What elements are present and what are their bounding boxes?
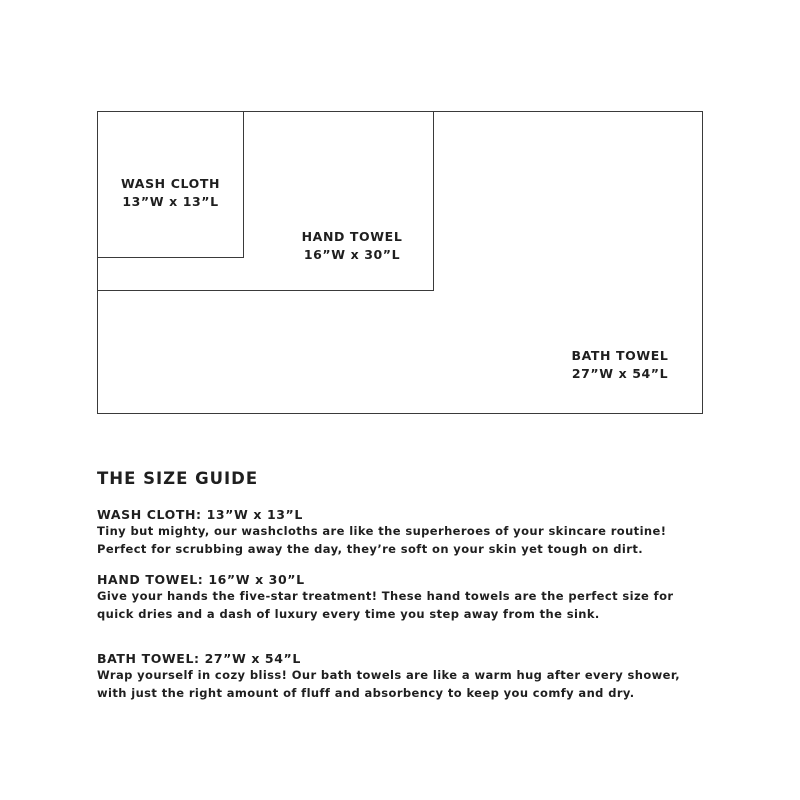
guide-entry-title: HAND TOWEL: 16”W x 30”L (97, 572, 305, 587)
guide-entry-bath-towel (97, 650, 717, 702)
guide-entry-line: quick dries and a dash of luxury every time you step away from the sink. (97, 606, 600, 621)
wash-cloth-size: 13”W x 13”L (122, 194, 219, 209)
bath-towel-size: 27”W x 54”L (571, 366, 669, 381)
guide-entry-line: with just the right amount of fluff and absorbency to keep you comfy and dry. (97, 685, 635, 700)
guide-entry-title: WASH CLOTH: 13”W x 13”L (97, 507, 303, 522)
guide-entry-title: BATH TOWEL: 27”W x 54”L (97, 651, 301, 666)
guide-entry-line: Give your hands the five-star treatment! These hand towels are the perfect size for (97, 589, 674, 603)
guide-entry-line: Perfect for scrubbing away the day, they’re soft on your skin yet tough on dirt. (97, 541, 643, 556)
guide-entry-line: Tiny but mighty, our washcloths are like the superheroes of your skincare routine! (97, 524, 667, 538)
bath-towel-name: BATH TOWEL (571, 348, 669, 363)
guide-entry-line: Wrap yourself in cozy bliss! Our bath towels are like a warm hug after every shower, (97, 668, 681, 682)
size-guide (97, 468, 717, 702)
guide-entry-hand-towel (97, 571, 717, 623)
hand-towel-label (275, 228, 429, 264)
size-guide-title: THE SIZE GUIDE (97, 469, 259, 488)
towel-size-diagram (97, 111, 703, 414)
bath-towel-label (545, 347, 695, 383)
guide-entry-wash-cloth (97, 506, 717, 558)
wash-cloth-name: WASH CLOTH (120, 176, 221, 191)
hand-towel-name: HAND TOWEL (301, 229, 403, 244)
wash-cloth-label (97, 175, 244, 211)
hand-towel-size: 16”W x 30”L (303, 247, 401, 262)
